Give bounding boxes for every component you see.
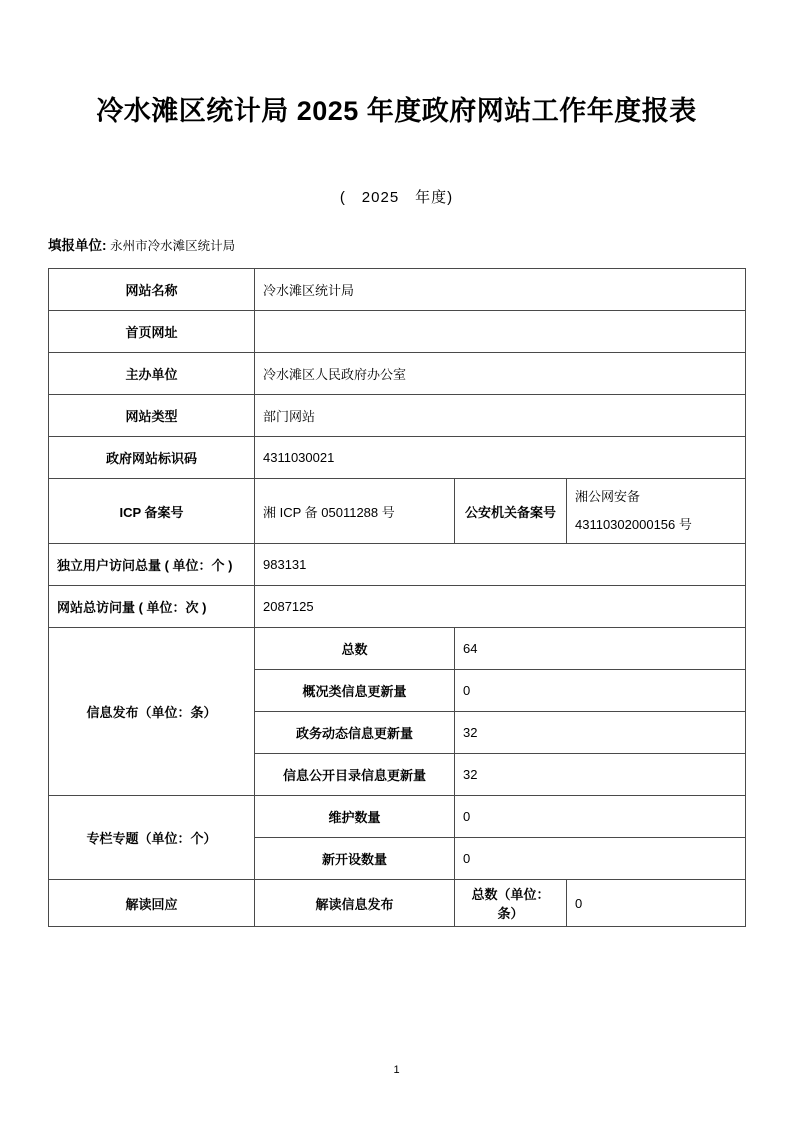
subrow-value-disclosure-updates: 32: [455, 754, 746, 796]
subrow-label-new-count: 新开设数量: [255, 838, 455, 880]
subrow-value-gov-news-updates: 32: [455, 712, 746, 754]
table-row: [49, 311, 746, 353]
table-row: [49, 395, 746, 437]
row-value-police-record: [567, 479, 746, 544]
row-label-sponsor-unit: 主办单位: [49, 353, 255, 395]
table-row: [49, 544, 746, 586]
row-label-total-visits: 网站总访问量 ( 单位：次 ): [49, 586, 255, 628]
subrow-value-overview-updates: 0: [455, 670, 746, 712]
subrow-label-gov-news-updates: 政务动态信息更新量: [255, 712, 455, 754]
table-row: [49, 269, 746, 311]
row-value-total-visits: 2087125: [255, 586, 746, 628]
table-row: [49, 353, 746, 395]
row-value-site-name: 冷水滩区统计局: [255, 269, 746, 311]
table-row-icp: [49, 479, 746, 544]
row-label-site-type: 网站类型: [49, 395, 255, 437]
table-row: [49, 437, 746, 479]
row-value-homepage-url: [255, 311, 746, 353]
row-label-site-name: 网站名称: [49, 269, 255, 311]
page-title: 冷水滩区统计局 2025 年度政府网站工作年度报表: [96, 96, 697, 126]
filler-unit-label: 填报单位:: [48, 238, 107, 253]
subrow-value-new-count: 0: [455, 838, 746, 880]
table-row: [49, 586, 746, 628]
table-row: [49, 880, 746, 927]
row-value-gov-site-code: 4311030021: [255, 437, 746, 479]
table-row: [49, 628, 746, 670]
row-value-unique-visitors: 983131: [255, 544, 746, 586]
subrow-value-info-total: 64: [455, 628, 746, 670]
filler-unit-value: 永州市冷水滩区统计局: [110, 239, 236, 253]
row-label-special-columns: 专栏专题（单位：个）: [49, 796, 255, 880]
police-record-line1: 湘公网安备: [575, 489, 641, 504]
row-label-info-publish: 信息发布（单位：条）: [49, 628, 255, 796]
row-value-sponsor-unit: 冷水滩区人民政府办公室: [255, 353, 746, 395]
report-table: [48, 268, 746, 927]
subrow-label-disclosure-updates: 信息公开目录信息更新量: [255, 754, 455, 796]
subrow-label-overview-updates: 概况类信息更新量: [255, 670, 455, 712]
subrow-label-maintained-count: 维护数量: [255, 796, 455, 838]
row-label-interpretation: 解读回应: [49, 880, 255, 927]
row-value-site-type: 部门网站: [255, 395, 746, 437]
subrow-value-interpretation-total: 0: [567, 880, 746, 927]
row-value-icp: 湘 ICP 备 05011288 号: [255, 479, 455, 544]
page-number: 1: [393, 1064, 400, 1076]
subrow-label-interpretation-publish: 解读信息发布: [255, 880, 455, 927]
table-row: [49, 796, 746, 838]
subrow-label-interpretation-unit: 总数（单位：条）: [455, 880, 567, 927]
row-label-gov-site-code: 政府网站标识码: [49, 437, 255, 479]
row-label-homepage-url: 首页网址: [49, 311, 255, 353]
filler-unit-line: [0, 234, 793, 254]
row-label-police-record: 公安机关备案号: [455, 479, 567, 544]
subrow-label-info-total: 总数: [255, 628, 455, 670]
row-label-unique-visitors: 独立用户访问总量 ( 单位：个 ): [49, 544, 255, 586]
report-year: ( 2025 年度): [339, 189, 454, 206]
row-label-icp: ICP 备案号: [49, 479, 255, 544]
subrow-value-maintained-count: 0: [455, 796, 746, 838]
police-record-line2: 43110302000156 号: [575, 517, 692, 532]
